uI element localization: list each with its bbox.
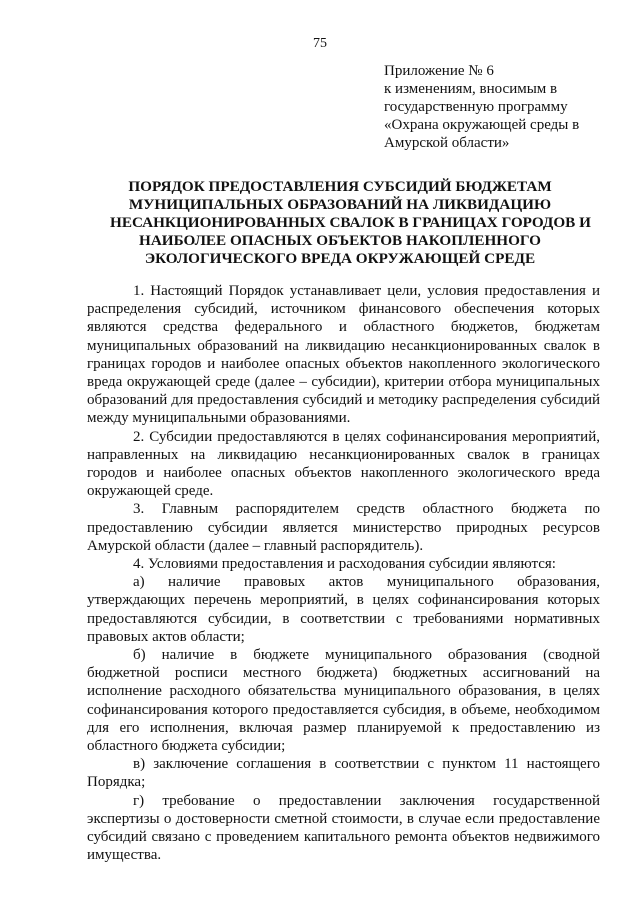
paragraph-4d: г) требование о предоставлении заключения государственной экспертизы о достоверности сметной стоимости, в случае если предоставление субсидий связано с проведением капитального ремонта объектов недвижимого имущества.	[87, 792, 600, 864]
appendix-line: «Охрана окружающей среды в	[384, 117, 580, 133]
title-line: ПОРЯДОК ПРЕДОСТАВЛЕНИЯ СУБСИДИЙ БЮДЖЕТАМ	[128, 178, 552, 195]
appendix-line: Амурской области»	[384, 135, 510, 151]
paragraph-4b: б) наличие в бюджете муниципального образования (сводной бюджетной росписи местного бюджета) бюджетных ассигнований на исполнение расходного обязательства муниципального образования, в целях софинансирования которого предоставляется субсидия, в объеме, необходимом для его исполнения, включая размер планируемой к предоставлению из областного бюджета субсидии;	[87, 647, 600, 755]
paragraph-4a: а) наличие правовых актов муниципального образования, утверждающих перечень мероприятий, в целях софинансирования которых предоставляются субсидии, в соответствии с требованиями нормативных правовых актов области;	[87, 574, 600, 645]
title-line: НЕСАНКЦИОНИРОВАННЫХ СВАЛОК В ГРАНИЦАХ ГОРОДОВ И	[110, 214, 591, 231]
appendix-line: государственную программу	[384, 99, 568, 115]
title-line: ЭКОЛОГИЧЕСКОГО ВРЕДА ОКРУЖАЮЩЕЙ СРЕДЕ	[144, 250, 536, 267]
appendix-block	[384, 62, 616, 152]
paragraph-4: 4. Условиями предоставления и расходования субсидии являются:	[133, 556, 556, 573]
title-line: МУНИЦИПАЛЬНЫХ ОБРАЗОВАНИЙ НА ЛИКВИДАЦИЮ	[128, 196, 552, 213]
paragraph-2: 2. Субсидии предоставляются в целях софинансирования мероприятий, направленных на ликвидацию несанкционированных свалок в границах городов и наиболее опасных объектов накопленного экологического вреда окружающей среде.	[87, 428, 600, 500]
paragraph-1: 1. Настоящий Порядок устанавливает цели, условия предоставления и распределения субсидий, источником финансового обеспечения которых являются средства федерального и областного бюджетов, бюджетам муниципальных образований на ликвидацию несанкционированных свалок в границах городов и наиболее опасных объектов накопленного экологического вреда окружающей среде (далее – субсидии), критерии отбора муниципальных образований для предоставления субсидий и методику распределения субсидий между муниципальными образованиями.	[87, 283, 600, 427]
paragraph-4c: в) заключение соглашения в соответствии с пунктом 11 настоящего Порядка;	[87, 756, 600, 791]
page-number: 75	[313, 36, 327, 51]
title-line: НАИБОЛЕЕ ОПАСНЫХ ОБЪЕКТОВ НАКОПЛЕННОГО	[139, 232, 541, 249]
paragraph-3: 3. Главным распорядителем средств областного бюджета по предоставлению субсидии является министерство природных ресурсов Амурской области (далее – главный распорядитель).	[87, 501, 600, 554]
appendix-line: Приложение № 6	[384, 63, 494, 79]
appendix-line: к изменениям, вносимым в	[384, 81, 558, 97]
document-body	[87, 282, 600, 865]
document-title	[110, 178, 591, 268]
